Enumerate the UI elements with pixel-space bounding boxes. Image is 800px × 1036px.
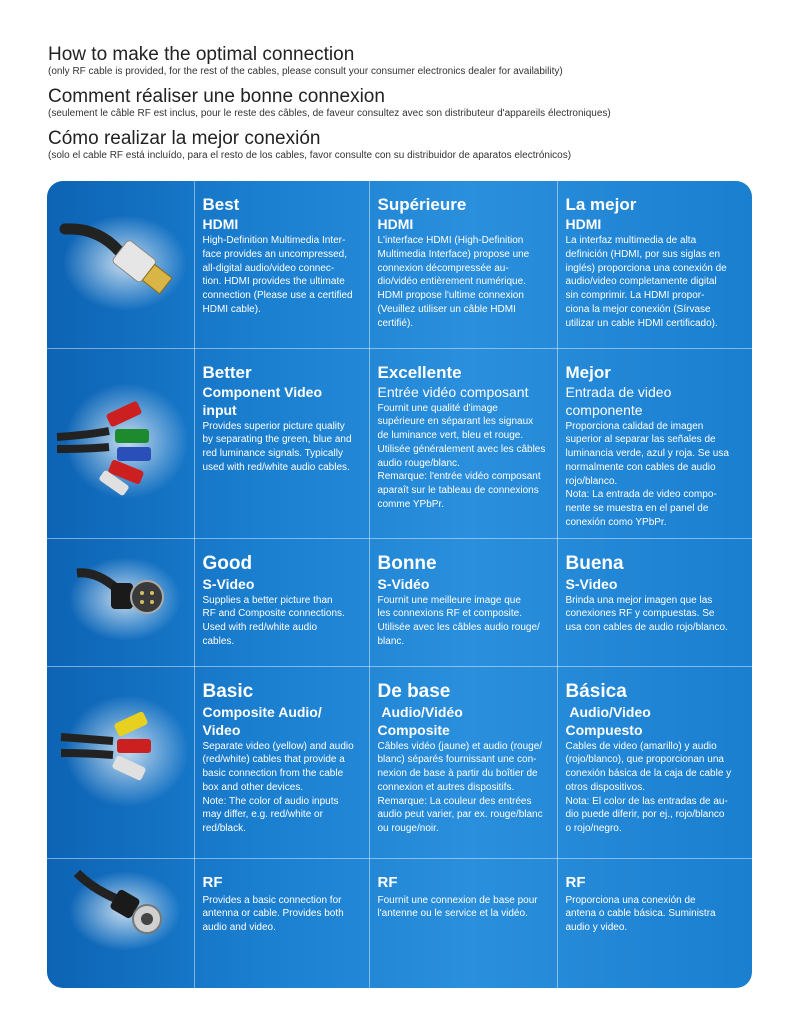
level-label: Basic [202, 680, 254, 702]
level-label: Buena [565, 552, 624, 574]
cell-es [557, 348, 752, 538]
description: Proporciona calidad de imagen superior al separar las señales de luminancia verde, azul y roja. Se usa normalmente con cables de audio rojo/blanco. Nota: La entrada de video compo- nente se muestra en el panel de conexión como YPbPr. [565, 420, 729, 529]
connection-table-panel [47, 181, 752, 988]
connection-type: Component Video input [202, 383, 323, 418]
table-row [47, 348, 752, 538]
image-cell [47, 666, 194, 858]
level-label: De base [377, 680, 451, 702]
description: High-Definition Multimedia Inter- face provides an uncompressed, all-digital audio/video connec- tion. HDMI provides the ultimate connection (Please use a certified HDMI cable). [202, 235, 353, 315]
description: Fournit une qualité d'image supérieure en séparant les signaux de luminance vert, bleu et rouge. Utilisée généralement avec les câbles audio rouge/blanc. Remarque: l'entrée vidéo composant aparaît sur le tableau de connexions comme YPbPr. [377, 402, 546, 511]
connection-type: Entrée vidéo composant [377, 383, 529, 400]
description: Separate video (yellow) and audio (red/white) cables that provide a basic connection from the cable box and other devices. Note: The color of audio inputs may differ, e.g. red/white or red/black. [202, 740, 354, 835]
connection-type: HDMI [202, 216, 239, 232]
description: Fournit une connexion de base pour l'antenne ou le service et la vidéo. [377, 894, 538, 920]
description: Proporciona una conexión de antena o cable básica. Suministra audio y video. [565, 894, 716, 934]
description: Provides a basic connection for antenna or cable. Provides both audio and video. [202, 894, 344, 934]
level-label: Supérieure [377, 195, 467, 214]
level-label: Excellente [377, 362, 462, 382]
cell-en [194, 538, 369, 666]
table-row [47, 538, 752, 666]
description: Cables de video (amarillo) y audio (rojo/blanco), que proporcionan una conexión básica de la caja de cable y otros dispositivos. Nota: El color de las entradas de au- dio puede diferir, por ej., rojo/blanco o rojo/negro. [565, 740, 732, 835]
level-label: RF [202, 873, 223, 891]
cell-es [557, 538, 752, 666]
connection-table [47, 181, 752, 988]
connection-type: Audio/Vidéo Composite [377, 703, 463, 738]
description: Brinda una mejor imagen que las conexiones RF y compuestas. Se usa con cables de audio rojo/blanco. [565, 594, 728, 634]
s-video-cable-icon [47, 539, 194, 667]
heading-title: Comment réaliser une bonne connexion [48, 86, 385, 107]
description: Câbles vidéo (jaune) et audio (rouge/ blanc) séparés fournissant une con- nexion de base à partir du boîtier de connexion et autres dispositifs. Remarque: La couleur des entrées audio peut varier, par ex. rouge/blanc ou rouge/noir. [377, 740, 543, 835]
image-cell [47, 858, 194, 988]
cell-en [194, 666, 369, 858]
level-label: La mejor [565, 195, 637, 214]
composite-av-cable-icon [47, 667, 194, 859]
component-video-cable-icon [47, 349, 194, 539]
connection-type: Audio/Video Compuesto [565, 703, 651, 738]
heading-title: Cómo realizar la mejor conexión [48, 128, 321, 149]
connection-type: Composite Audio/ Video [202, 703, 322, 738]
cell-fr [369, 538, 557, 666]
image-cell [47, 538, 194, 666]
connection-type: Entrada de video componente [565, 383, 672, 418]
description: L'interface HDMI (High-Definition Multimedia Interface) propose une connexion décompressée au- dio/vidéo entièrement numérique. HDMI propose l'ultime connexion (Veuillez utiliser un câble HDMI certifié). [377, 235, 530, 329]
connection-type: HDMI [565, 216, 602, 232]
heading-note: (only RF cable is provided, for the rest of the cables, please consult your consumer electronics dealer for availability) [48, 66, 563, 77]
cell-fr [369, 858, 557, 988]
cell-en [194, 348, 369, 538]
cell-fr [369, 666, 557, 858]
cell-en [194, 181, 369, 348]
heading-en [48, 44, 768, 78]
table-row [47, 181, 752, 348]
level-label: Best [202, 195, 240, 214]
level-label: RF [377, 873, 398, 891]
level-label: Básica [565, 680, 627, 702]
description: Provides superior picture quality by separating the green, blue and red luminance signals. Typically used with red/white audio cables. [202, 420, 352, 473]
cell-es [557, 858, 752, 988]
heading-fr [48, 86, 768, 120]
cell-fr [369, 348, 557, 538]
description: La interfaz multimedia de alta definición (HDMI, por sus siglas en inglés) proporciona una conexión de audio/video completamente digital sin comprimir. La HDMI propor- ciona la mejor conexión (Sírvase utilizar un cable HDMI certificado). [565, 235, 727, 329]
cell-es [557, 181, 752, 348]
connection-type: S-Vidéo [377, 575, 430, 592]
level-label: Good [202, 552, 253, 574]
cell-es [557, 666, 752, 858]
rf-coax-cable-icon [47, 859, 194, 989]
level-label: Better [202, 362, 252, 382]
cell-en [194, 858, 369, 988]
heading-es [48, 128, 768, 162]
level-label: RF [565, 873, 586, 891]
heading-note: (solo el cable RF está incluído, para el resto de los cables, favor consulte con su distribuidor de aparatos electrónicos) [48, 150, 572, 161]
heading-note: (seulement le câble RF est inclus, pour le reste des câbles, de faveur consultez avec son distributeur d'appareils électroniques) [48, 108, 611, 119]
table-row [47, 858, 752, 988]
connection-type: S-Video [565, 575, 618, 592]
level-label: Bonne [377, 552, 437, 574]
cell-fr [369, 181, 557, 348]
image-cell [47, 181, 194, 348]
image-cell [47, 348, 194, 538]
connection-type: S-Video [202, 575, 255, 592]
table-row [47, 666, 752, 858]
description: Supplies a better picture than RF and Composite connections. Used with red/white audio cables. [202, 594, 345, 647]
hdmi-cable-icon [47, 181, 194, 348]
level-label: Mejor [565, 362, 611, 382]
description: Fournit une meilleure image que les connexions RF et composite. Utilisée avec les câbles audio rouge/ blanc. [377, 594, 540, 647]
heading-title: How to make the optimal connection [48, 44, 355, 65]
connection-type: HDMI [377, 216, 414, 232]
